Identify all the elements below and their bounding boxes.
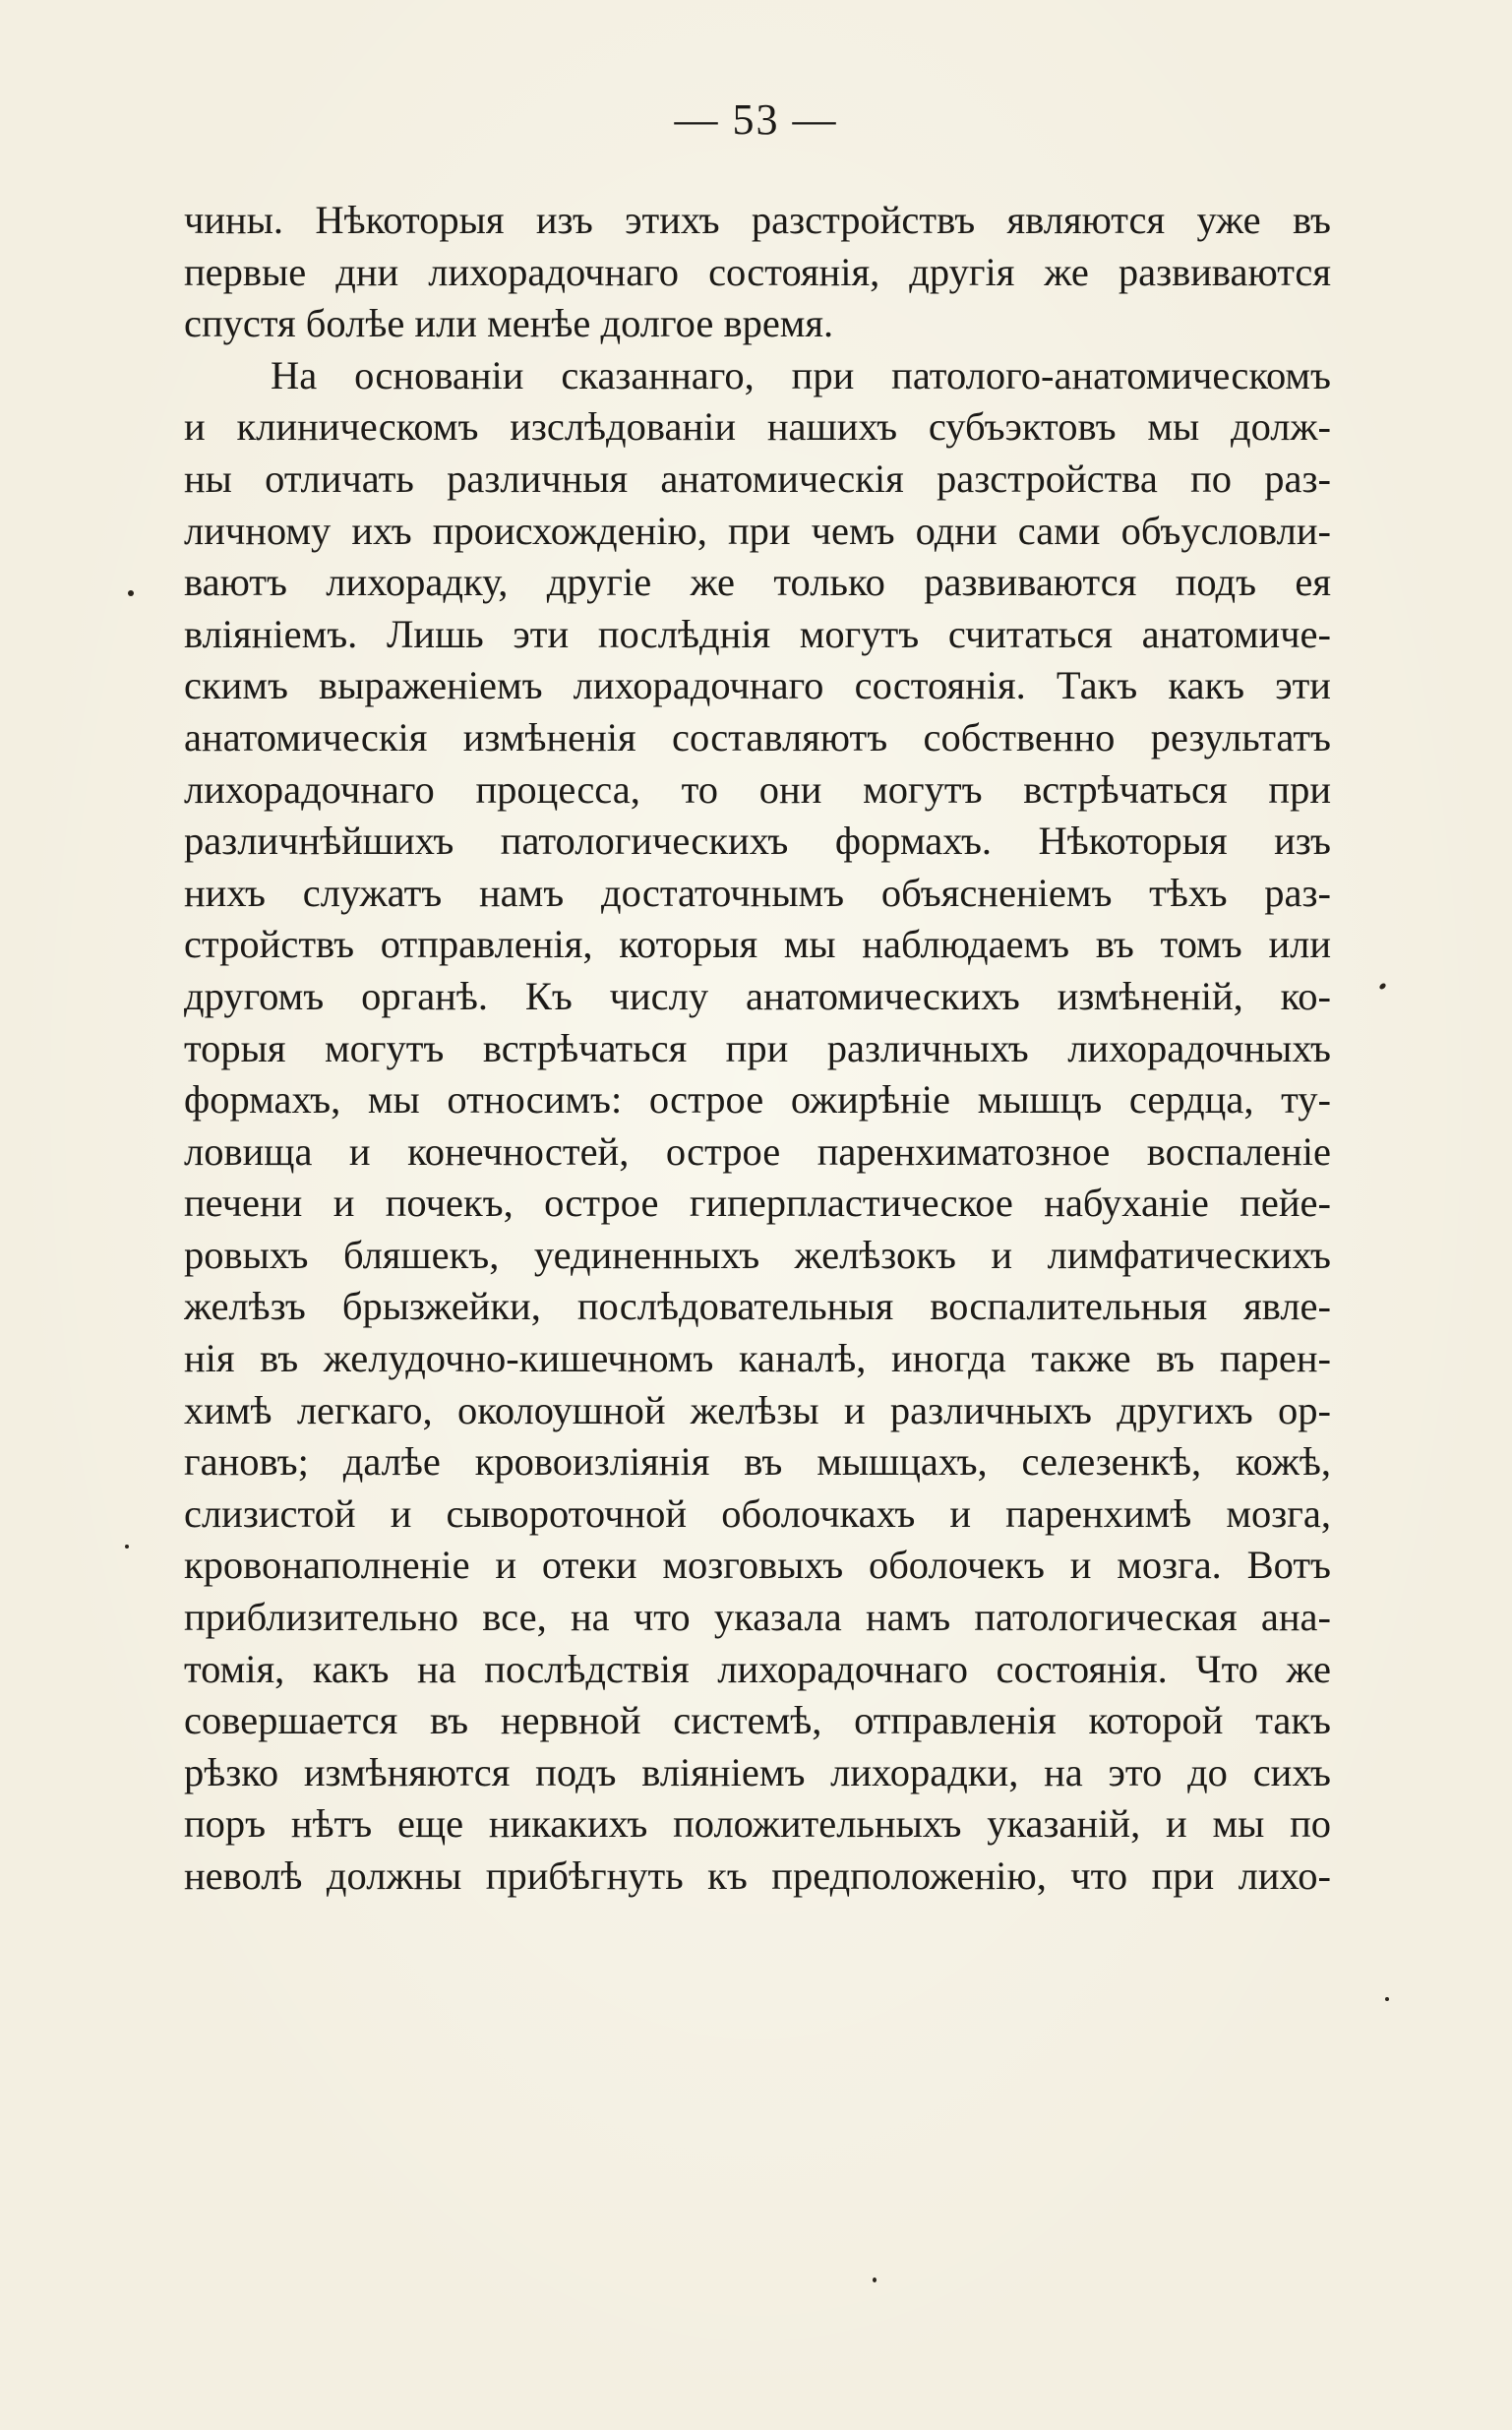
text-line: вліяніемъ. Лишь эти послѣднія могутъ считаться анатомиче- (184, 611, 1331, 656)
text-line: кровонаполненіе и отеки мозговыхъ оболочекъ и мозга. Вотъ (184, 1543, 1331, 1588)
text-line: личному ихъ происхожденію, при чемъ одни сами объусловли- (184, 508, 1331, 553)
text-line: нихъ служатъ намъ достаточнымъ объясненіемъ тѣхъ раз- (184, 870, 1331, 915)
text-line: ны отличать различныя анатомическія разстройства по раз- (184, 456, 1331, 501)
page-number: — 53 — (674, 95, 838, 144)
print-speck (128, 590, 134, 596)
text-line: приблизительно все, на что указала намъ патологическая ана- (184, 1595, 1331, 1640)
text-line: лихорадочнаго процесса, то они могутъ встрѣчаться при (184, 766, 1331, 812)
text-line: совершается въ нервной системѣ, отправленія которой такъ (184, 1698, 1331, 1743)
text-line: гановъ; далѣе кровоизліянія въ мышцахъ, селезенкѣ, кожѣ, (184, 1439, 1331, 1485)
print-speck (1385, 1997, 1389, 2001)
text-line: различнѣйшихъ патологическихъ формахъ. Нѣкоторыя изъ (184, 819, 1331, 864)
text-line: другомъ органѣ. Къ числу анатомическихъ измѣненій, ко- (184, 973, 1331, 1018)
text-line: химѣ легкаго, околоушной желѣзы и различныхъ другихъ ор- (184, 1387, 1331, 1432)
text-line: поръ нѣтъ еще никакихъ положительныхъ указаній, и мы по (184, 1801, 1331, 1847)
text-line: первые дни лихорадочнаго состоянія, другія же развиваются (184, 249, 1331, 294)
text-line: торыя могутъ встрѣчаться при различныхъ лихорадочныхъ (184, 1025, 1331, 1070)
body-text (184, 195, 1331, 1903)
text-line: томія, какъ на послѣдствія лихорадочнаго состоянія. Что же (184, 1646, 1331, 1691)
text-line: рѣзко измѣняются подъ вліяніемъ лихорадки, на это до сихъ (184, 1749, 1331, 1794)
text-line: и клиническомъ изслѣдованіи нашихъ субъэктовъ мы долж- (184, 404, 1331, 450)
print-speck (125, 1545, 129, 1549)
text-line: спустя болѣе или менѣе долгое время. (184, 301, 834, 346)
text-line: стройствъ отправленія, которыя мы наблюдаемъ въ томъ или (184, 922, 1331, 967)
text-line: желѣзъ брызжейки, послѣдовательныя воспалительныя явле- (184, 1284, 1331, 1329)
text-line: неволѣ должны прибѣгнуть къ предположенію, что при лихо- (184, 1853, 1331, 1898)
paragraph-start-line: На основаніи сказаннаго, при патолого-анатомическомъ (271, 352, 1331, 397)
text-line: ловища и конечностей, острое паренхиматозное воспаленіе (184, 1128, 1331, 1174)
text-line: нія въ желудочно-кишечномъ каналѣ, иногда также въ парен- (184, 1336, 1331, 1381)
text-line: формахъ, мы относимъ: острое ожирѣніе мышцъ сердца, ту- (184, 1077, 1331, 1123)
text-line: ровыхъ бляшекъ, уединенныхъ желѣзокъ и лимфатическихъ (184, 1232, 1331, 1277)
print-speck (1378, 982, 1387, 990)
text-line: скимъ выраженіемъ лихорадочнаго состоянія. Такъ какъ эти (184, 663, 1331, 708)
text-line: ваютъ лихорадку, другіе же только развиваются подъ ея (184, 560, 1331, 605)
text-line: чины. Нѣкоторыя изъ этихъ разстройствъ являются уже въ (184, 198, 1331, 242)
print-speck (873, 2278, 877, 2282)
text-line: печени и почекъ, острое гиперпластическое набуханіе пейе- (184, 1181, 1331, 1226)
text-line: слизистой и сывороточной оболочкахъ и паренхимѣ мозга, (184, 1490, 1331, 1536)
text-line: анатомическія измѣненія составляютъ собственно результатъ (184, 714, 1331, 759)
